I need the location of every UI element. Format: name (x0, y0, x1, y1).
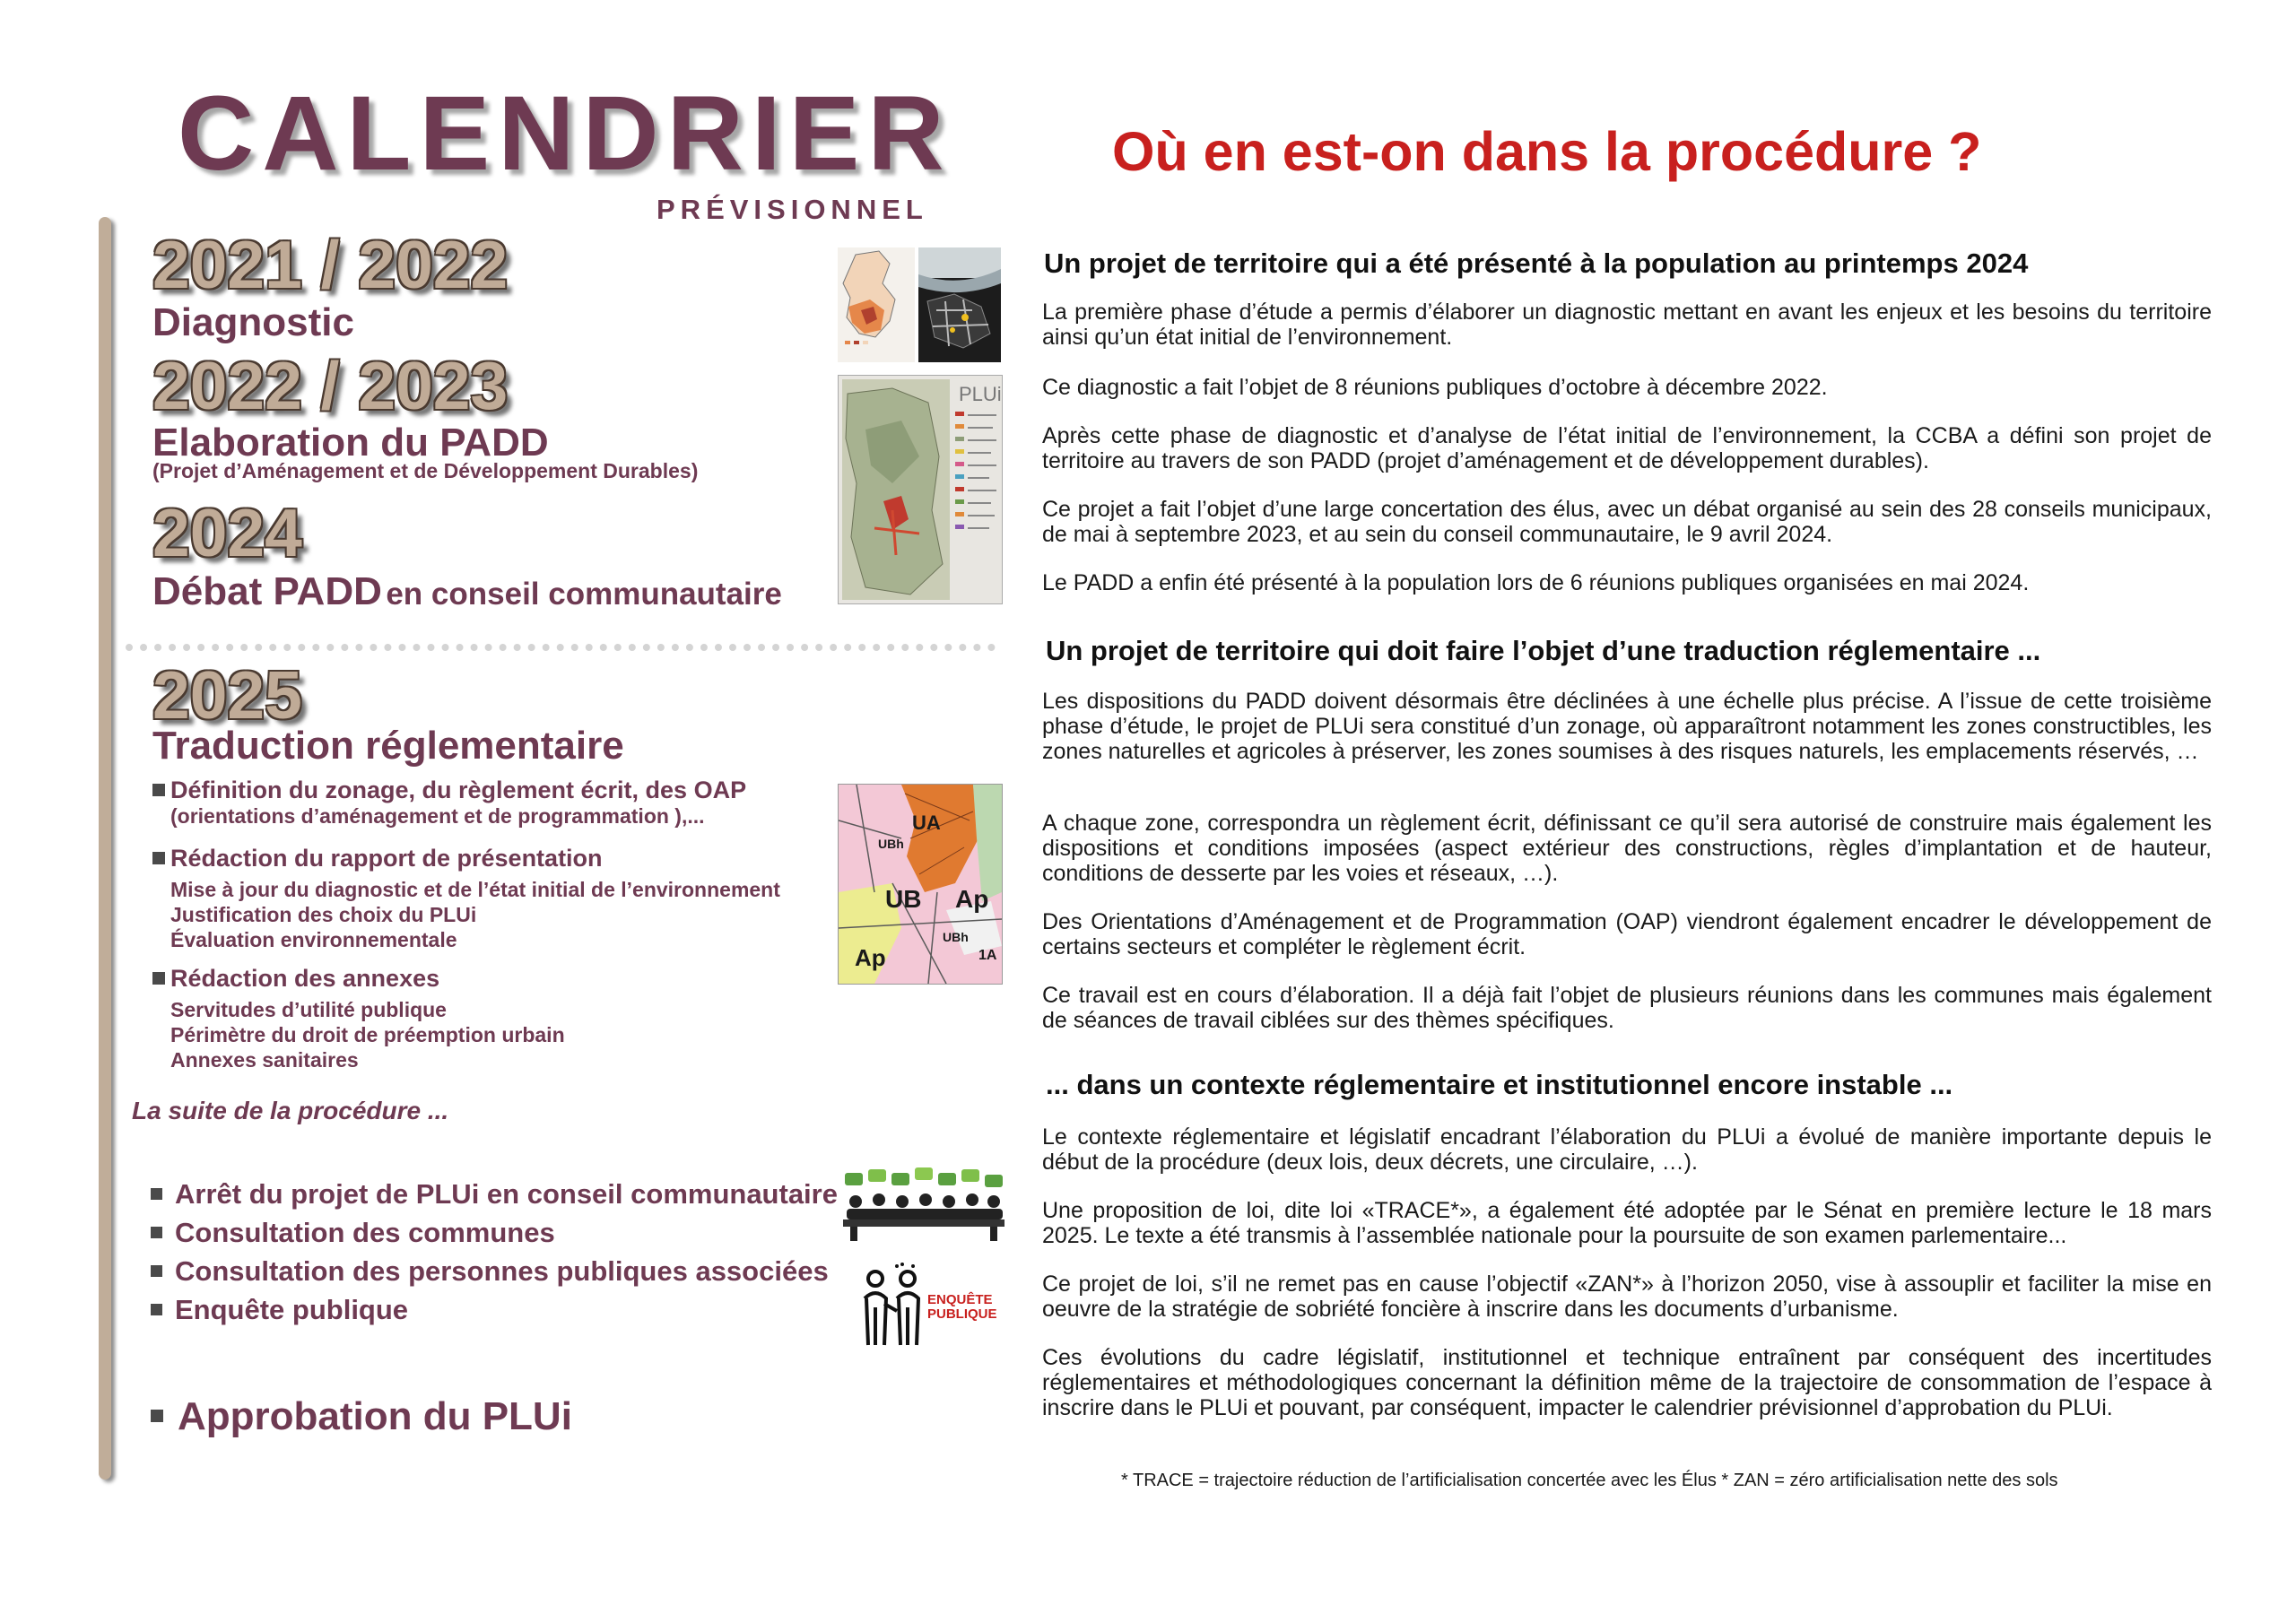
approbation-plui: Approbation du PLUi (151, 1394, 572, 1439)
section-3-p1-text: Le contexte réglementaire et législatif encadrant l’élaboration du PLUi a évolué de manière importante depuis le début de la procédure (deux lois, deux décrets, une circulaire, …). (1042, 1124, 2212, 1175)
timeline-bar (99, 217, 111, 1480)
section-1-p2 (1042, 375, 2212, 400)
phase-diagnostic: Diagnostic (152, 300, 354, 344)
padd-map-label: PLUi (959, 383, 1002, 405)
enquete-label-2: PUBLIQUE (927, 1306, 997, 1322)
year-2025: 2025 (152, 657, 302, 733)
year-2024: 2024 (152, 495, 302, 570)
item-annexes-sub-3: Annexes sanitaires (170, 1048, 359, 1072)
zone-label-ubh-1: UBh (878, 837, 904, 851)
separator-dots (126, 644, 996, 651)
section-1-p3 (1042, 423, 2212, 473)
phase-debat-label: Débat PADD (152, 569, 382, 613)
calendar-subtitle: PRÉVISIONNEL (657, 194, 928, 225)
section-3-heading: ... dans un contexte réglementaire et institutionnel encore instable ... (1046, 1069, 1953, 1100)
footnote: * TRACE = trajectoire réduction de l’artificialisation concertée avec les Élus * ZAN = zéro artificialisation nette des sols (1121, 1471, 2058, 1490)
item-zonage-sub: (orientations d’aménagement et de programmation ),... (170, 804, 705, 828)
item-rapport-sub-2: Justification des choix du PLUi (170, 903, 477, 926)
section-2-p2-text: A chaque zone, correspondra un règlement écrit, définissant ce qu’il sera autorisé de construire mais également les dispositions et conditions imposées (aspect extérieur des constructions, règles d’implantation et de hauteur, conditions de desserte par les voies et réseaux, …). (1042, 811, 2212, 886)
section-1-heading: Un projet de territoire qui a été présenté à la population au printemps 2024 (1044, 247, 2029, 279)
section-2-p1 (1042, 689, 2212, 764)
section-1-p4 (1042, 497, 2212, 547)
diagnostic-territory-map (838, 247, 915, 362)
item-rapport-sub-1: Mise à jour du diagnostic et de l’état initial de l’environnement (170, 878, 780, 901)
step-communes: Consultation des communes (151, 1217, 555, 1249)
step-enquete: Enquête publique (151, 1294, 408, 1326)
zone-label-ap-1: Ap (955, 885, 989, 913)
section-3-p2 (1042, 1198, 2212, 1248)
padd-map (838, 375, 1003, 604)
zonage-map (838, 784, 1003, 985)
suite-label: La suite de la procédure ... (132, 1097, 449, 1124)
section-2-p2 (1042, 811, 2212, 886)
section-3-p3-text: Ce projet de loi, s’il ne remet pas en cause l’objectif «ZAN*» à l’horizon 2050, vise à assouplir et faciliter la mise en oeuvre de la stratégie de sobriété foncière à inscrire dans les documents d’urbanisme. (1042, 1271, 2212, 1322)
zone-label-ua: UA (912, 812, 941, 834)
section-3-p1 (1042, 1124, 2212, 1175)
zone-label-1a: 1A (978, 948, 997, 963)
section-3-p4-text: Ces évolutions du cadre législatif, institutionnel et technique entraînent par conséquent des incertitudes réglementaires et méthodologiques concernant la définition même de la trajectoire de consommation de l’espace à inscrire dans le PLUi et pouvant, par conséquent, impacter le calendrier prévisionnel d’approbation du PLUi. (1042, 1345, 2212, 1420)
section-2-p4-text: Ce travail est en cours d’élaboration. Il a déjà fait l’objet de plusieurs réunions dans les communes mais également de séances de travail ciblées sur des thèmes spécifiques. (1042, 983, 2212, 1033)
phase-debat (152, 569, 782, 613)
zone-label-ubh-2: UBh (943, 930, 969, 944)
zone-label-ub: UB (885, 885, 922, 913)
diagnostic-town-map (918, 247, 1001, 362)
step-ppa: Consultation des personnes publiques associées (151, 1255, 829, 1288)
section-1-p4-text: Ce projet a fait l’objet d’une large concertation des élus, avec un débat organisé au sein des 28 conseils municipaux, de mai à septembre 2023, et au sein du conseil communautaire, le 9 avril 2024. (1042, 497, 2212, 547)
step-arret: Arrêt du projet de PLUi en conseil communautaire (151, 1178, 838, 1211)
section-2-p3-text: Des Orientations d’Aménagement et de Programmation (OAP) viendront également encadrer le développement de certains secteurs et compléter le règlement écrit. (1042, 909, 2212, 959)
section-3-p2-text: Une proposition de loi, dite loi «TRACE*», a également été adoptée par le Sénat en première lecture le 18 mars 2025. Le texte a été transmis à l’assemblée nationale pour la poursuite de son examen parlementaire... (1042, 1198, 2212, 1248)
section-2-p4 (1042, 983, 2212, 1033)
phase-padd: Elaboration du PADD (152, 421, 549, 464)
calendar-title: CALENDRIER (178, 74, 952, 193)
enquete-label-1: ENQUÊTE (927, 1292, 993, 1307)
year-2022-2023: 2022 / 2023 (152, 348, 509, 423)
item-annexes-sub-2: Périmètre du droit de préemption urbain (170, 1023, 565, 1046)
phase-debat-suffix: en conseil communautaire (386, 577, 782, 612)
section-1-p5 (1042, 570, 2212, 595)
section-1-p1-text: La première phase d’étude a permis d’élaborer un diagnostic mettant en avant les enjeux et les besoins du territoire ainsi qu’un état initial de l’environnement. (1042, 299, 2212, 350)
section-3-p3 (1042, 1271, 2212, 1322)
item-zonage: Définition du zonage, du règlement écrit, des OAP (152, 777, 746, 804)
section-1-p3-text: Après cette phase de diagnostic et d’analyse de l’état initial de l’environnement, la CCBA a défini son projet de territoire au travers de son PADD (projet d’aménagement et de développement durables). (1042, 423, 2212, 473)
section-1-p5-text: Le PADD a enfin été présenté à la population lors de 6 réunions publiques organisées en mai 2024. (1042, 570, 2030, 595)
year-2021-2022: 2021 / 2022 (152, 227, 509, 302)
item-rapport: Rédaction du rapport de présentation (152, 845, 603, 872)
section-2-p1-text: Les dispositions du PADD doivent désormais être déclinées à une échelle plus précise. A l’issue de cette troisième phase d’étude, le projet de PLUi sera constitué d’un zonage, où apparaîtront notamment les zones constructibles, les zones naturelles et agricoles à préserver, les zones soumises à des risques naturels, les emplacements réservés, … (1042, 689, 2212, 764)
section-3-p4 (1042, 1345, 2212, 1420)
section-2-p3 (1042, 909, 2212, 959)
phase-traduction: Traduction réglementaire (152, 724, 624, 768)
section-1-p1 (1042, 299, 2212, 350)
section-1-p2-text: Ce diagnostic a fait l’objet de 8 réunions publiques d’octobre à décembre 2022. (1042, 375, 1828, 400)
procedure-title: Où en est-on dans la procédure ? (1112, 121, 1982, 182)
zone-label-ap-2: Ap (855, 944, 886, 971)
item-annexes: Rédaction des annexes (152, 965, 439, 993)
phase-padd-note: (Projet d’Aménagement et de Développement Durables) (152, 459, 699, 482)
enquete-label (927, 1293, 997, 1322)
section-2-heading: Un projet de territoire qui doit faire l’objet d’une traduction réglementaire ... (1046, 635, 2041, 666)
enquete-people-icon (857, 1263, 929, 1349)
item-rapport-sub-3: Évaluation environnementale (170, 928, 457, 951)
item-annexes-sub-1: Servitudes d’utilité publique (170, 998, 447, 1021)
meeting-icon (843, 1166, 1004, 1243)
